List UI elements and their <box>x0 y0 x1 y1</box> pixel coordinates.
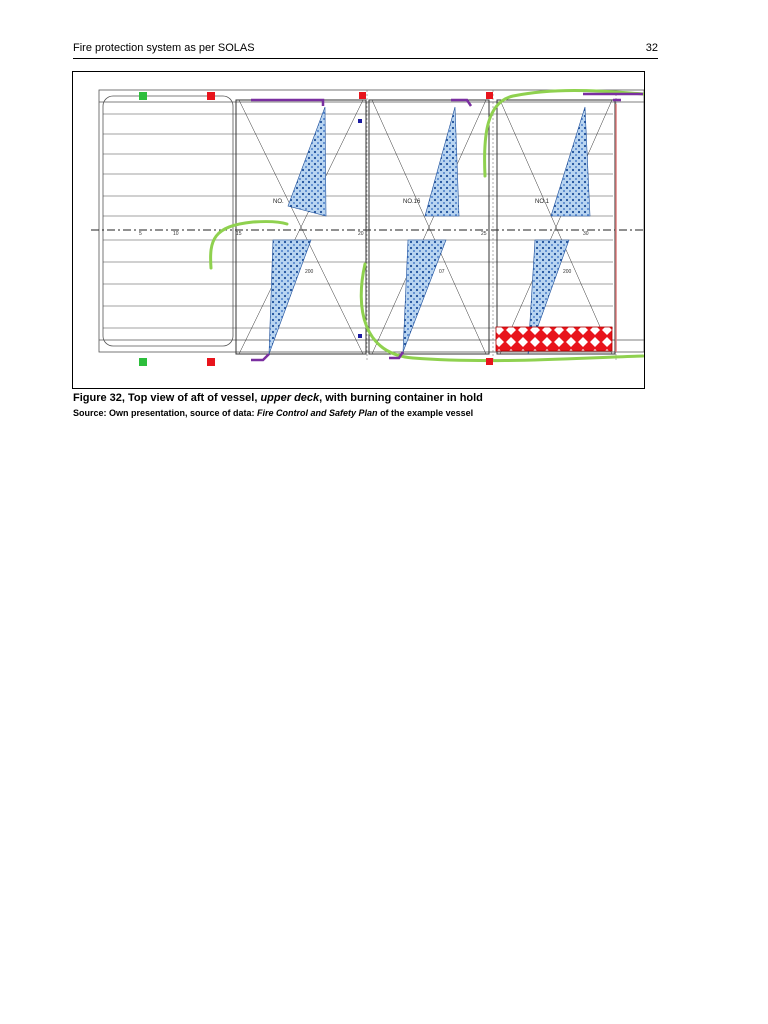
hull-outline <box>99 90 644 352</box>
station-red-icon <box>486 92 493 99</box>
station-green-icon <box>139 92 147 100</box>
svg-text:20: 20 <box>358 231 364 237</box>
frame-numbers <box>139 231 589 237</box>
sprinkler-area-3-upper <box>551 107 590 216</box>
station-red-icon <box>486 358 493 365</box>
sprinkler-area-2-upper <box>425 107 459 216</box>
svg-text:30: 30 <box>583 231 589 237</box>
sprinkler-area-1-lower <box>269 240 311 354</box>
running-title: Fire protection system as per SOLAS <box>73 42 255 54</box>
station-green-icon <box>139 358 147 366</box>
header-rule <box>73 58 658 59</box>
hold-label-3: NO.1 <box>535 199 550 205</box>
hold-frames <box>236 100 615 354</box>
deck-plan-drawing <box>73 72 644 388</box>
hold-label-1: NO. <box>273 199 284 205</box>
hold-label-2: NO.16 <box>403 199 421 205</box>
figure-caption: Figure 32, Top view of aft of vessel, upper deck, with burning container in hold <box>73 392 483 404</box>
page-number: 32 <box>645 42 658 54</box>
capacity-label-2: 07 <box>439 269 445 275</box>
burning-container <box>496 327 612 351</box>
sprinkler-areas <box>269 107 590 354</box>
station-blue-icon <box>358 119 362 123</box>
station-red-icon <box>359 92 366 99</box>
capacity-label-3: 200 <box>563 269 572 275</box>
svg-text:10: 10 <box>173 231 179 237</box>
figure-frame <box>72 71 645 389</box>
figure-source: Source: Own presentation, source of data: Fire Control and Safety Plan of the example vessel <box>73 408 474 418</box>
station-blue-icon <box>358 334 362 338</box>
hose-line-upper <box>485 91 643 177</box>
svg-text:25: 25 <box>481 231 487 237</box>
sprinkler-area-2-lower <box>403 240 446 352</box>
svg-text:5: 5 <box>139 231 142 237</box>
station-red-icon <box>207 358 215 366</box>
svg-text:15: 15 <box>236 231 242 237</box>
page-header <box>73 42 658 58</box>
sprinkler-area-1-upper <box>288 107 326 216</box>
station-red-icon <box>207 92 215 100</box>
capacity-label-1: 200 <box>305 269 314 275</box>
